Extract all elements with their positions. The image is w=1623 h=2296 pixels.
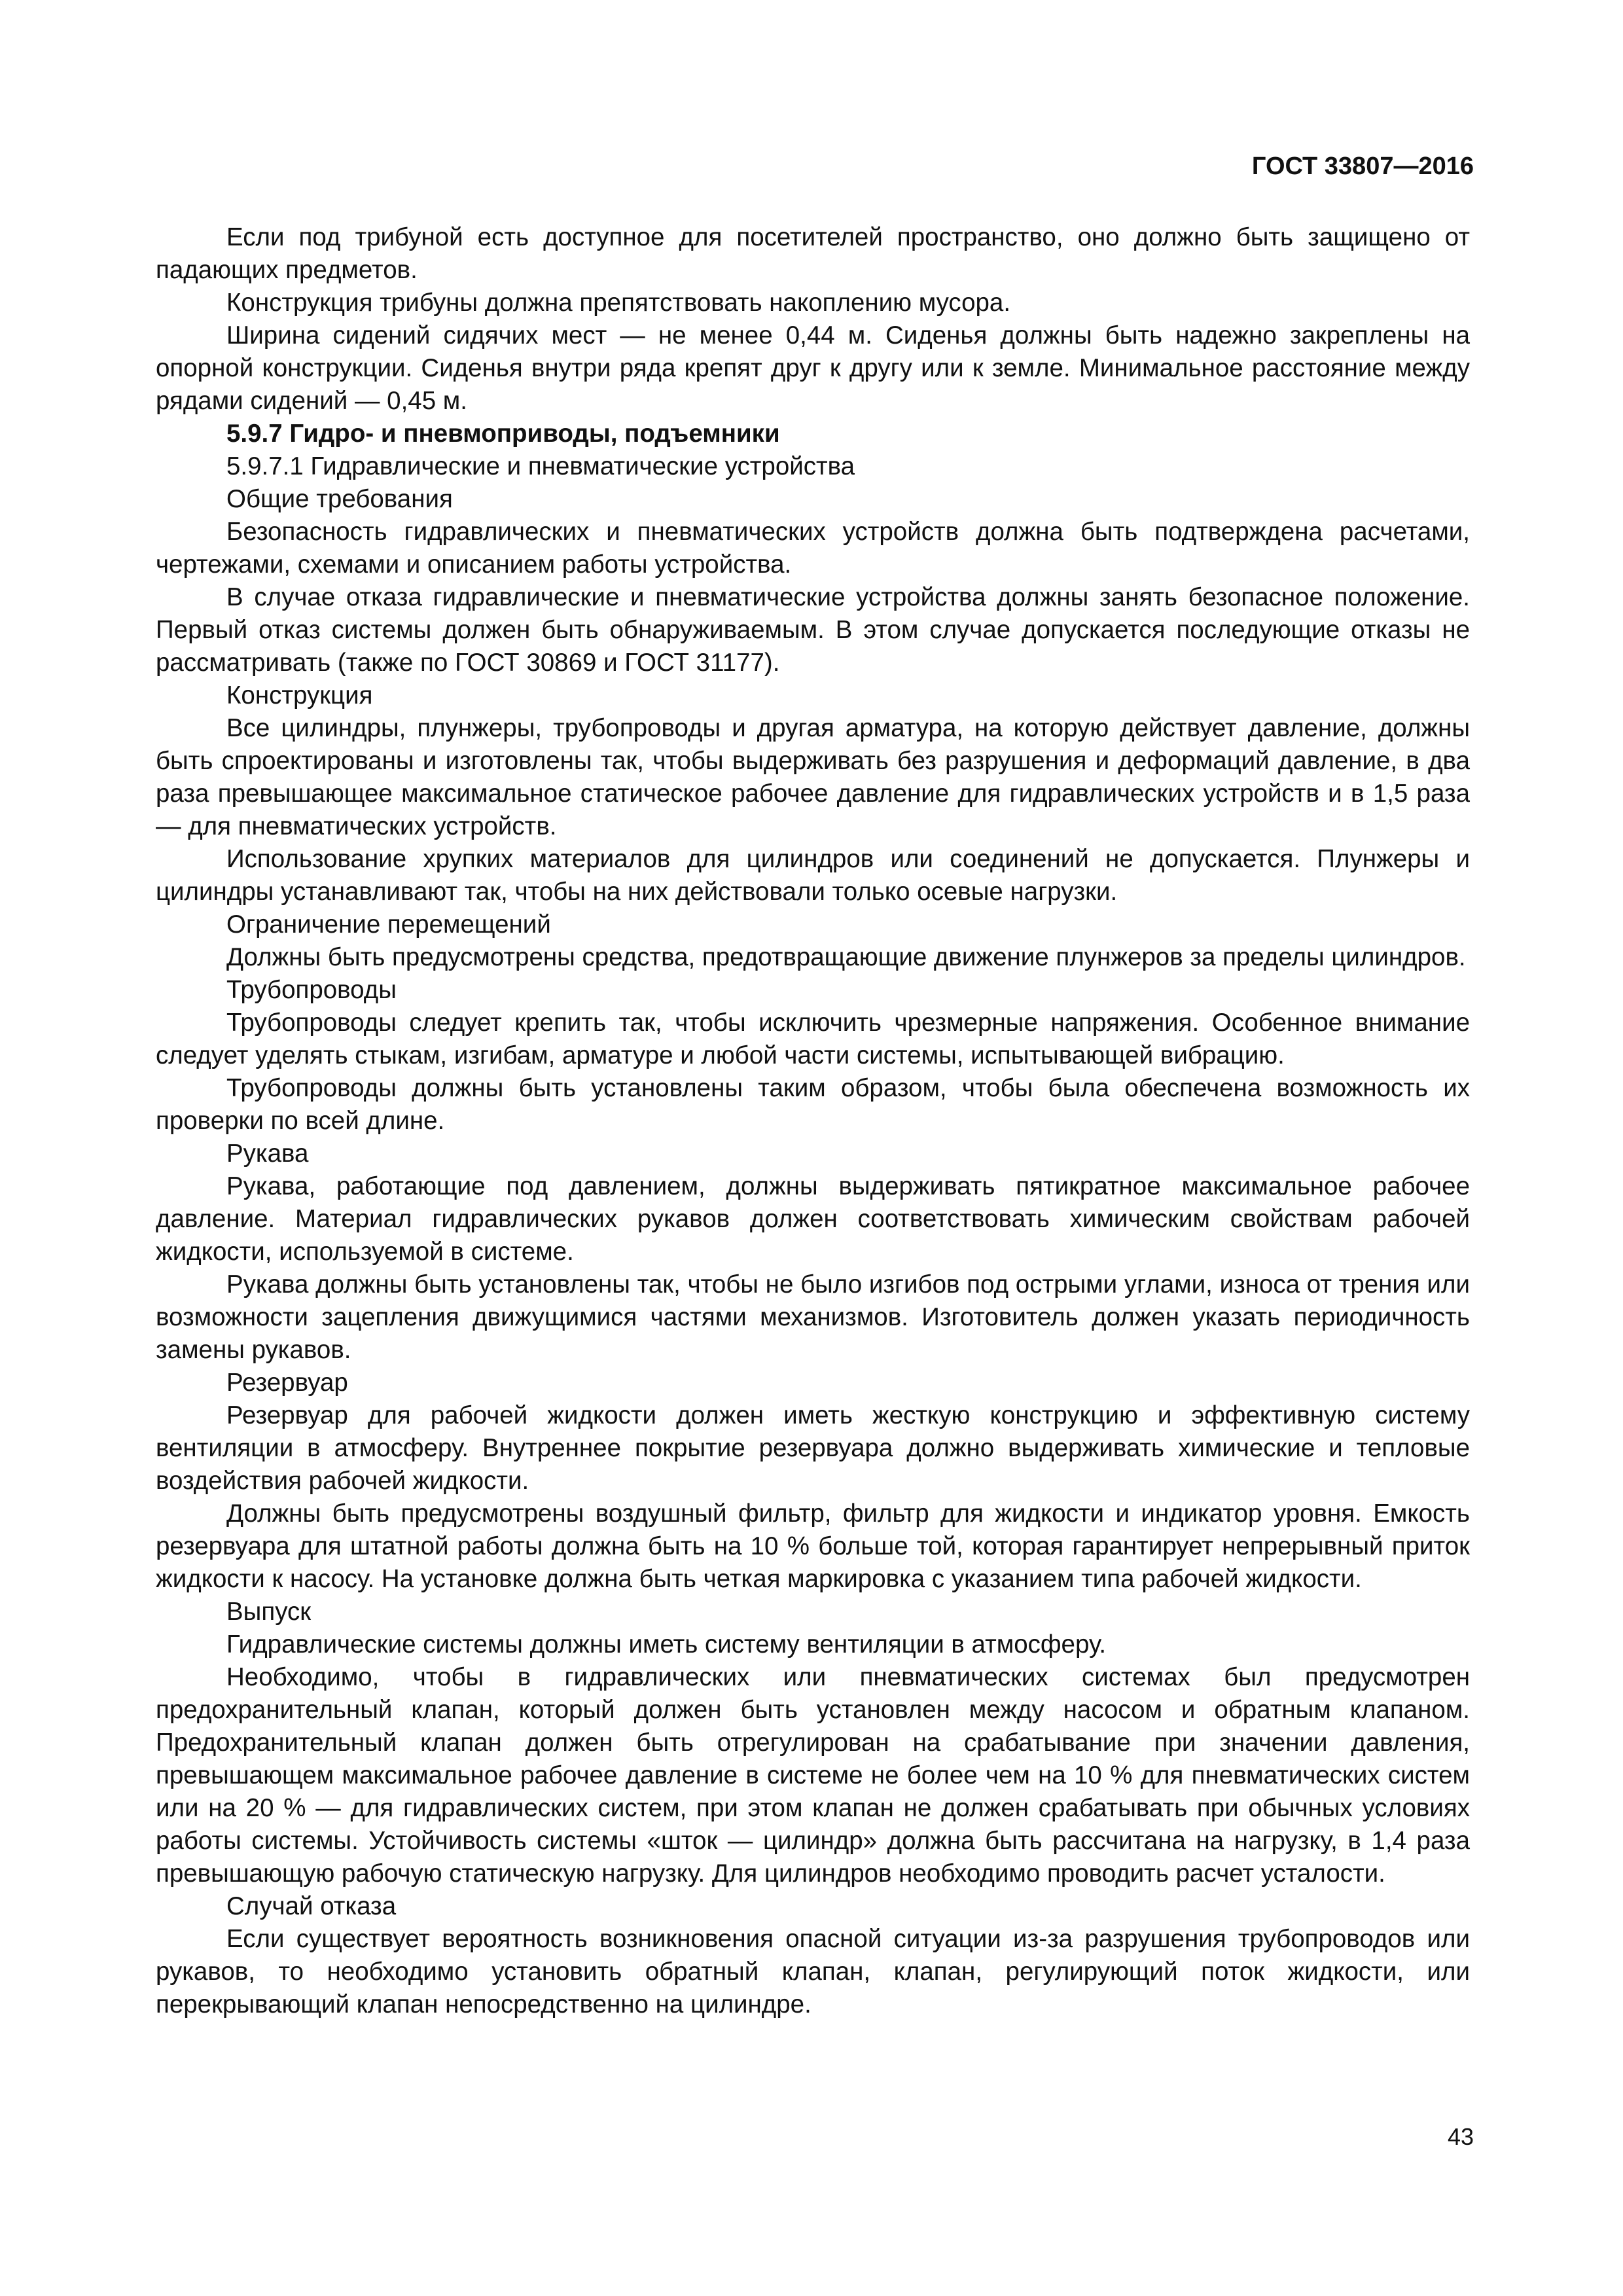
paragraph: Трубопроводы должны быть установлены таким образом, чтобы была обеспечена возможность их проверки по всей длине. xyxy=(156,1074,1470,1135)
page-number: 43 xyxy=(1447,2123,1474,2150)
paragraph: Резервуар для рабочей жидкости должен иметь жесткую конструкцию и эффективную систему вентиляции в атмосферу. Внутреннее покрытие резервуара должно выдерживать химические и тепловые воздействия рабочей жидкости. xyxy=(156,1401,1470,1495)
section-heading: 5.9.7 Гидро- и пневмоприводы, подъемники xyxy=(226,420,780,448)
paragraph: Если под трибуной есть доступное для посетителей пространство, оно должно быть защищено от падающих предметов. xyxy=(156,223,1470,284)
paragraph: Безопасность гидравлических и пневматических устройств должна быть подтверждена расчетами, чертежами, схемами и описанием работы устройства. xyxy=(156,518,1470,579)
paragraph: Конструкция трибуны должна препятствовать накоплению мусора. xyxy=(226,289,1011,317)
topic-heading: Резервуар xyxy=(226,1369,348,1397)
page-body xyxy=(156,221,1470,2021)
paragraph: Использование хрупких материалов для цилиндров или соединений не допускается. Плунжеры и цилиндры устанавливают так, чтобы на них действовали только осевые нагрузки. xyxy=(156,845,1470,906)
paragraph: Все цилиндры, плунжеры, трубопроводы и другая арматура, на которую действует давление, должны быть спроектированы и изготовлены так, чтобы выдерживать без разрушения и деформаций давление, в два раза превышающее максимальное статическое рабочее давление для гидравлических устройств и в 1,5 раза — для пневматических устройств. xyxy=(156,714,1470,840)
subsection-heading: 5.9.7.1 Гидравлические и пневматические устройства xyxy=(226,452,855,480)
topic-heading: Рукава xyxy=(226,1139,309,1168)
paragraph: Рукава, работающие под давлением, должны выдерживать пятикратное максимальное рабочее давление. Материал гидравлических рукавов должен соответствовать химическим свойствам рабочей жидкости, используемой в системе. xyxy=(156,1172,1470,1266)
paragraph: Трубопроводы следует крепить так, чтобы исключить чрезмерные напряжения. Особенное внимание следует уделять стыкам, изгибам, арматуре и любой части системы, испытывающей вибрацию. xyxy=(156,1009,1470,1069)
paragraph: Ширина сидений сидячих мест — не менее 0,44 м. Сиденья должны быть надежно закреплены на опорной конструкции. Сиденья внутри ряда крепят друг к другу или к земле. Минимальное расстояние между рядами сидений — 0,45 м. xyxy=(156,321,1470,415)
document-code-header: ГОСТ 33807—2016 xyxy=(1251,152,1474,180)
paragraph: Должны быть предусмотрены воздушный фильтр, фильтр для жидкости и индикатор уровня. Емкость резервуара для штатной работы должна быть на 10 % больше той, которая гарантирует непрерывный приток жидкости к насосу. На установке должна быть четкая маркировка с указанием типа рабочей жидкости. xyxy=(156,1499,1470,1593)
topic-heading: Конструкция xyxy=(226,681,373,709)
topic-heading: Общие требования xyxy=(226,485,453,513)
paragraph: Должны быть предусмотрены средства, предотвращающие движение плунжеров за пределы цилиндров. xyxy=(226,943,1466,971)
topic-heading: Случай отказа xyxy=(226,1892,397,1920)
paragraph: Необходимо, чтобы в гидравлических или пневматических системах был предусмотрен предохранительный клапан, который должен быть установлен между насосом и обратным клапаном. Предохранительный клапан должен быть отрегулирован на срабатывание при значении давления, превышающем максимальное рабочее давление в системе не более чем на 10 % для пневматических систем или на 20 % — для гидравлических систем, при этом клапан не должен срабатывать при обычных условиях работы системы. Устойчивость системы «шток — цилиндр» должна быть рассчитана на нагрузку, в 1,4 раза превышающую рабочую статическую нагрузку. Для цилиндров необходимо проводить расчет усталости. xyxy=(156,1663,1470,1888)
paragraph: Если существует вероятность возникновения опасной ситуации из-за разрушения трубопроводов или рукавов, то необходимо установить обратный клапан, клапан, регулирующий поток жидкости, или перекрывающий клапан непосредственно на цилиндре. xyxy=(156,1925,1470,2018)
paragraph: Рукава должны быть установлены так, чтобы не было изгибов под острыми углами, износа от трения или возможности зацепления движущимися частями механизмов. Изготовитель должен указать периодичность замены рукавов. xyxy=(156,1270,1470,1364)
topic-heading: Трубопроводы xyxy=(226,976,397,1004)
topic-heading: Выпуск xyxy=(226,1598,312,1626)
paragraph: Гидравлические системы должны иметь систему вентиляции в атмосферу. xyxy=(226,1630,1107,1659)
topic-heading: Ограничение перемещений xyxy=(226,910,551,939)
paragraph: В случае отказа гидравлические и пневматические устройства должны занять безопасное положение. Первый отказ системы должен быть обнаруживаемым. В этом случае допускается последующие отказы не рассматривать (также по ГОСТ 30869 и ГОСТ 31177). xyxy=(156,583,1470,677)
